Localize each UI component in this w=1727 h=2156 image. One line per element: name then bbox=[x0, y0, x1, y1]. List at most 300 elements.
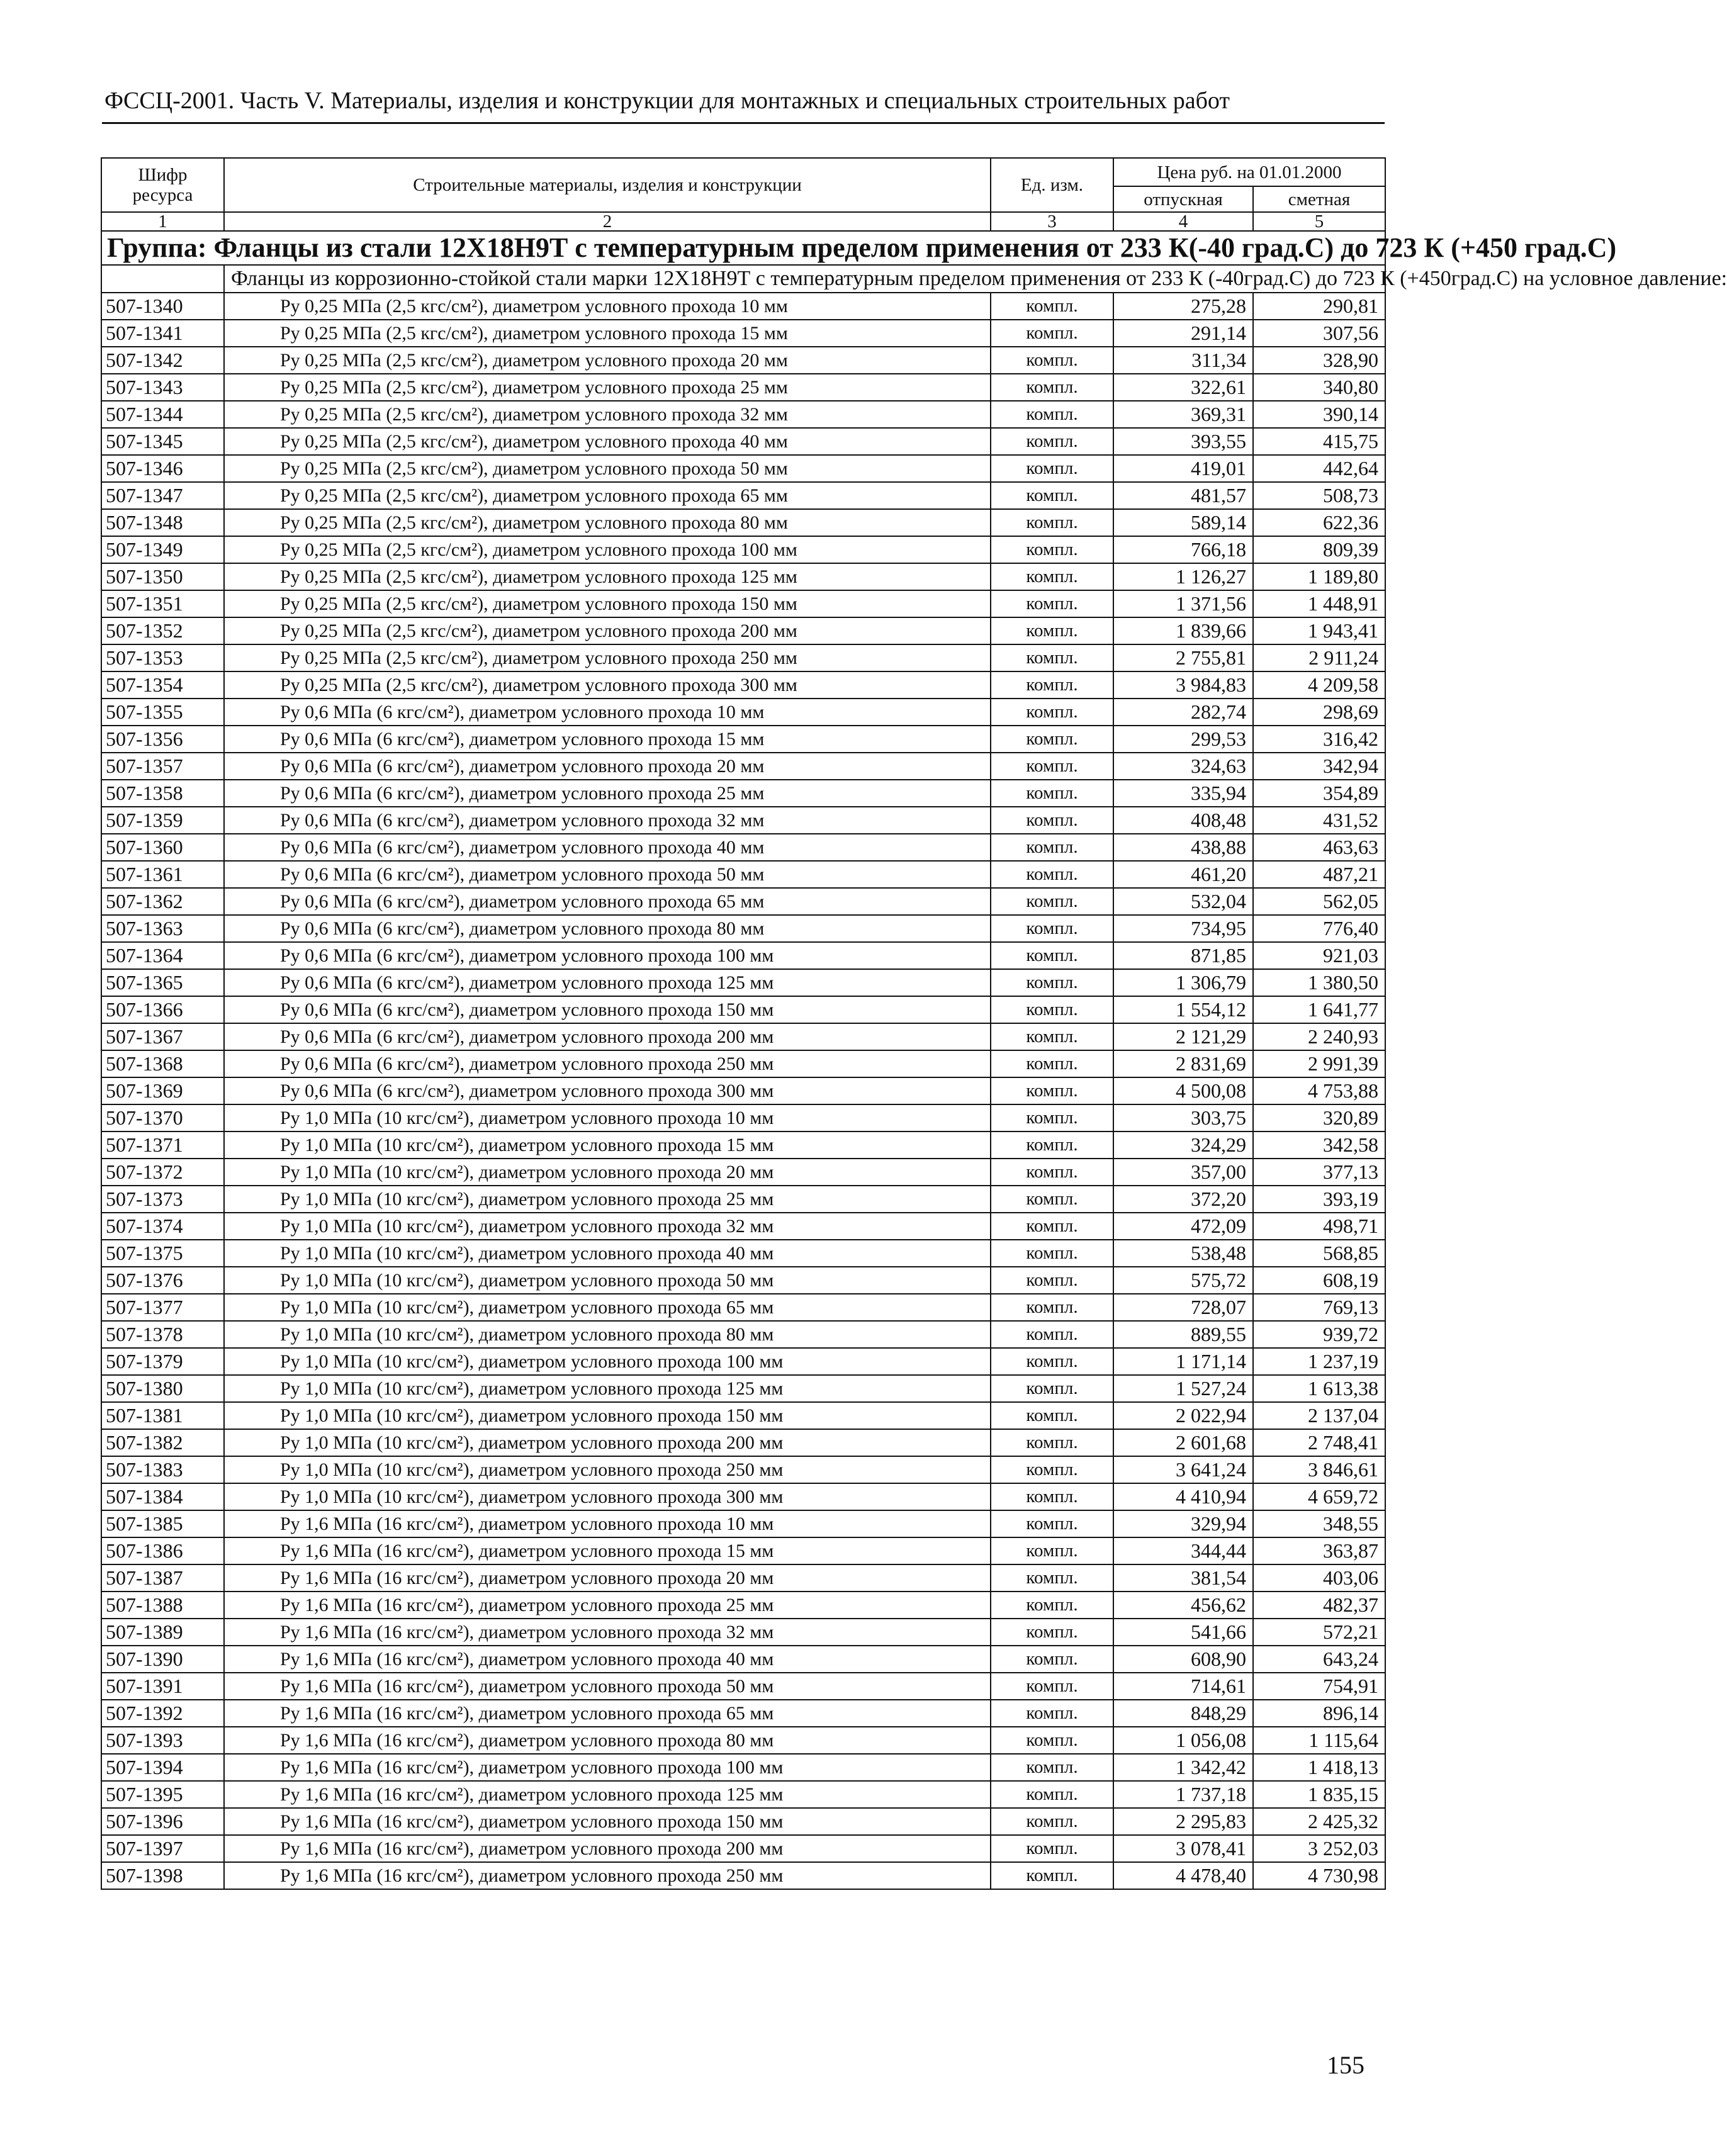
unit-cell: компл. bbox=[991, 1240, 1113, 1267]
estimate-price-cell: 463,63 bbox=[1253, 834, 1385, 861]
estimate-price-cell: 769,13 bbox=[1253, 1294, 1385, 1321]
col-number: 5 bbox=[1253, 212, 1385, 231]
material-name-cell: Ру 0,25 МПа (2,5 кгс/см²), диаметром условного прохода 200 мм bbox=[224, 617, 991, 644]
release-price-cell: 848,29 bbox=[1113, 1700, 1253, 1727]
estimate-price-cell: 1 835,15 bbox=[1253, 1781, 1385, 1808]
table-row bbox=[101, 915, 1385, 942]
unit-cell: компл. bbox=[991, 482, 1113, 509]
material-name-cell: Ру 0,25 МПа (2,5 кгс/см²), диаметром условного прохода 125 мм bbox=[224, 563, 991, 590]
resource-code-cell: 507-1382 bbox=[101, 1429, 224, 1456]
estimate-price-cell: 2 911,24 bbox=[1253, 644, 1385, 671]
table-row bbox=[101, 1700, 1385, 1727]
table-row bbox=[101, 617, 1385, 644]
estimate-price-cell: 622,36 bbox=[1253, 509, 1385, 536]
release-price-cell: 1 371,56 bbox=[1113, 590, 1253, 617]
resource-code-cell: 507-1393 bbox=[101, 1727, 224, 1754]
resource-code-cell: 507-1383 bbox=[101, 1456, 224, 1483]
resource-code-cell: 507-1372 bbox=[101, 1159, 224, 1186]
estimate-price-cell: 2 991,39 bbox=[1253, 1050, 1385, 1077]
estimate-price-cell: 415,75 bbox=[1253, 428, 1385, 455]
resource-code-cell: 507-1376 bbox=[101, 1267, 224, 1294]
release-price-cell: 324,63 bbox=[1113, 753, 1253, 780]
table-row bbox=[101, 1186, 1385, 1213]
estimate-price-cell: 316,42 bbox=[1253, 726, 1385, 753]
unit-cell: компл. bbox=[991, 834, 1113, 861]
material-name-cell: Ру 0,6 МПа (6 кгс/см²), диаметром условного прохода 32 мм bbox=[224, 807, 991, 834]
material-name-cell: Ру 1,0 МПа (10 кгс/см²), диаметром условного прохода 250 мм bbox=[224, 1456, 991, 1483]
release-price-cell: 2 121,29 bbox=[1113, 1023, 1253, 1050]
unit-cell: компл. bbox=[991, 1808, 1113, 1835]
table-row bbox=[101, 861, 1385, 888]
material-name-cell: Ру 0,25 МПа (2,5 кгс/см²), диаметром условного прохода 20 мм bbox=[224, 347, 991, 374]
resource-code-cell: 507-1361 bbox=[101, 861, 224, 888]
estimate-price-cell: 4 730,98 bbox=[1253, 1862, 1385, 1889]
release-price-cell: 381,54 bbox=[1113, 1564, 1253, 1592]
resource-code-cell: 507-1378 bbox=[101, 1321, 224, 1348]
resource-code-cell: 507-1373 bbox=[101, 1186, 224, 1213]
resource-code-cell: 507-1381 bbox=[101, 1402, 224, 1429]
unit-cell: компл. bbox=[991, 1537, 1113, 1564]
resource-code-cell: 507-1348 bbox=[101, 509, 224, 536]
table-row bbox=[101, 1050, 1385, 1077]
release-price-cell: 575,72 bbox=[1113, 1267, 1253, 1294]
resource-code-cell: 507-1387 bbox=[101, 1564, 224, 1592]
material-name-cell: Ру 1,0 МПа (10 кгс/см²), диаметром условного прохода 32 мм bbox=[224, 1213, 991, 1240]
unit-cell: компл. bbox=[991, 1023, 1113, 1050]
release-price-cell: 369,31 bbox=[1113, 401, 1253, 428]
estimate-price-cell: 298,69 bbox=[1253, 699, 1385, 726]
table-row bbox=[101, 1754, 1385, 1781]
table-row bbox=[101, 1808, 1385, 1835]
material-name-cell: Ру 1,6 МПа (16 кгс/см²), диаметром условного прохода 20 мм bbox=[224, 1564, 991, 1592]
table-row bbox=[101, 1267, 1385, 1294]
table-row bbox=[101, 996, 1385, 1023]
resource-code-cell: 507-1363 bbox=[101, 915, 224, 942]
table-row bbox=[101, 1537, 1385, 1564]
resource-code-cell: 507-1347 bbox=[101, 482, 224, 509]
table-row bbox=[101, 1673, 1385, 1700]
unit-cell: компл. bbox=[991, 861, 1113, 888]
estimate-price-cell: 643,24 bbox=[1253, 1646, 1385, 1673]
unit-cell: компл. bbox=[991, 888, 1113, 915]
subgroup-code-cell bbox=[101, 265, 224, 293]
resource-code-cell: 507-1355 bbox=[101, 699, 224, 726]
release-price-cell: 538,48 bbox=[1113, 1240, 1253, 1267]
unit-cell: компл. bbox=[991, 780, 1113, 807]
estimate-price-cell: 3 846,61 bbox=[1253, 1456, 1385, 1483]
table-row bbox=[101, 293, 1385, 320]
unit-cell: компл. bbox=[991, 1862, 1113, 1889]
table-row bbox=[101, 1294, 1385, 1321]
material-name-cell: Ру 0,25 МПа (2,5 кгс/см²), диаметром условного прохода 40 мм bbox=[224, 428, 991, 455]
table-row bbox=[101, 942, 1385, 969]
release-price-cell: 324,29 bbox=[1113, 1131, 1253, 1159]
release-price-cell: 889,55 bbox=[1113, 1321, 1253, 1348]
material-name-cell: Ру 1,0 МПа (10 кгс/см²), диаметром условного прохода 150 мм bbox=[224, 1402, 991, 1429]
release-price-cell: 734,95 bbox=[1113, 915, 1253, 942]
estimate-price-cell: 508,73 bbox=[1253, 482, 1385, 509]
release-price-cell: 303,75 bbox=[1113, 1104, 1253, 1131]
resource-code-cell: 507-1370 bbox=[101, 1104, 224, 1131]
release-price-cell: 2 295,83 bbox=[1113, 1808, 1253, 1835]
col-number: 4 bbox=[1113, 212, 1253, 231]
release-price-cell: 291,14 bbox=[1113, 320, 1253, 347]
estimate-price-cell: 608,19 bbox=[1253, 1267, 1385, 1294]
estimate-price-cell: 340,80 bbox=[1253, 374, 1385, 401]
resource-code-cell: 507-1352 bbox=[101, 617, 224, 644]
resource-code-cell: 507-1395 bbox=[101, 1781, 224, 1808]
material-name-cell: Ру 1,6 МПа (16 кгс/см²), диаметром условного прохода 250 мм bbox=[224, 1862, 991, 1889]
resource-code-cell: 507-1345 bbox=[101, 428, 224, 455]
unit-cell: компл. bbox=[991, 807, 1113, 834]
release-price-cell: 1 056,08 bbox=[1113, 1727, 1253, 1754]
release-price-cell: 2 831,69 bbox=[1113, 1050, 1253, 1077]
resource-code-cell: 507-1371 bbox=[101, 1131, 224, 1159]
table-row bbox=[101, 320, 1385, 347]
resource-code-cell: 507-1357 bbox=[101, 753, 224, 780]
table-row bbox=[101, 1781, 1385, 1808]
release-price-cell: 1 342,42 bbox=[1113, 1754, 1253, 1781]
release-price-cell: 714,61 bbox=[1113, 1673, 1253, 1700]
material-name-cell: Ру 0,6 МПа (6 кгс/см²), диаметром условного прохода 300 мм bbox=[224, 1077, 991, 1104]
table-row bbox=[101, 1646, 1385, 1673]
release-price-cell: 3 078,41 bbox=[1113, 1835, 1253, 1862]
unit-cell: компл. bbox=[991, 1835, 1113, 1862]
col-number: 1 bbox=[101, 212, 224, 231]
table-row bbox=[101, 1131, 1385, 1159]
material-name-cell: Ру 1,6 МПа (16 кгс/см²), диаметром условного прохода 32 мм bbox=[224, 1619, 991, 1646]
table-row bbox=[101, 1375, 1385, 1402]
unit-cell: компл. bbox=[991, 536, 1113, 563]
resource-code-cell: 507-1384 bbox=[101, 1483, 224, 1510]
estimate-price-cell: 572,21 bbox=[1253, 1619, 1385, 1646]
release-price-cell: 3 641,24 bbox=[1113, 1456, 1253, 1483]
table-row bbox=[101, 780, 1385, 807]
unit-cell: компл. bbox=[991, 1727, 1113, 1754]
estimate-price-cell: 442,64 bbox=[1253, 455, 1385, 482]
estimate-price-cell: 390,14 bbox=[1253, 401, 1385, 428]
unit-cell: компл. bbox=[991, 1321, 1113, 1348]
material-name-cell: Ру 1,0 МПа (10 кгс/см²), диаметром условного прохода 125 мм bbox=[224, 1375, 991, 1402]
estimate-price-cell: 1 380,50 bbox=[1253, 969, 1385, 996]
material-name-cell: Ру 1,0 МПа (10 кгс/см²), диаметром условного прохода 40 мм bbox=[224, 1240, 991, 1267]
release-price-cell: 1 737,18 bbox=[1113, 1781, 1253, 1808]
material-name-cell: Ру 1,0 МПа (10 кгс/см²), диаметром условного прохода 80 мм bbox=[224, 1321, 991, 1348]
release-price-cell: 456,62 bbox=[1113, 1592, 1253, 1619]
unit-cell: компл. bbox=[991, 644, 1113, 671]
material-name-cell: Ру 0,6 МПа (6 кгс/см²), диаметром условного прохода 25 мм bbox=[224, 780, 991, 807]
release-price-cell: 438,88 bbox=[1113, 834, 1253, 861]
resource-code-cell: 507-1364 bbox=[101, 942, 224, 969]
unit-cell: компл. bbox=[991, 1402, 1113, 1429]
material-name-cell: Ру 0,25 МПа (2,5 кгс/см²), диаметром условного прохода 50 мм bbox=[224, 455, 991, 482]
release-price-cell: 419,01 bbox=[1113, 455, 1253, 482]
table-row bbox=[101, 807, 1385, 834]
table-row bbox=[101, 671, 1385, 699]
unit-cell: компл. bbox=[991, 1429, 1113, 1456]
estimate-price-cell: 290,81 bbox=[1253, 293, 1385, 320]
resource-code-cell: 507-1342 bbox=[101, 347, 224, 374]
release-price-cell: 1 554,12 bbox=[1113, 996, 1253, 1023]
estimate-price-cell: 776,40 bbox=[1253, 915, 1385, 942]
material-name-cell: Ру 0,25 МПа (2,5 кгс/см²), диаметром условного прохода 250 мм bbox=[224, 644, 991, 671]
unit-cell: компл. bbox=[991, 1267, 1113, 1294]
resource-code-cell: 507-1344 bbox=[101, 401, 224, 428]
page-header-title: ФССЦ-2001. Часть V. Материалы, изделия и конструкции для монтажных и специальных строительных работ bbox=[104, 87, 1230, 114]
estimate-price-cell: 1 641,77 bbox=[1253, 996, 1385, 1023]
unit-cell: компл. bbox=[991, 563, 1113, 590]
material-name-cell: Ру 0,6 МПа (6 кгс/см²), диаметром условного прохода 15 мм bbox=[224, 726, 991, 753]
unit-cell: компл. bbox=[991, 1186, 1113, 1213]
table-row bbox=[101, 401, 1385, 428]
table-row bbox=[101, 455, 1385, 482]
unit-cell: компл. bbox=[991, 1213, 1113, 1240]
estimate-price-cell: 1 237,19 bbox=[1253, 1348, 1385, 1375]
unit-cell: компл. bbox=[991, 726, 1113, 753]
resource-code-cell: 507-1359 bbox=[101, 807, 224, 834]
estimate-price-cell: 1 115,64 bbox=[1253, 1727, 1385, 1754]
group-title: Группа: Фланцы из стали 12Х18Н9Т с температурным пределом применения от 233 К(-40 град.С) до 723 К (+450 град.С) bbox=[101, 231, 1385, 265]
material-name-cell: Ру 1,0 МПа (10 кгс/см²), диаметром условного прохода 200 мм bbox=[224, 1429, 991, 1456]
table-row bbox=[101, 726, 1385, 753]
estimate-price-cell: 1 189,80 bbox=[1253, 563, 1385, 590]
resource-code-cell: 507-1354 bbox=[101, 671, 224, 699]
material-name-cell: Ру 1,0 МПа (10 кгс/см²), диаметром условного прохода 65 мм bbox=[224, 1294, 991, 1321]
material-name-cell: Ру 0,6 МПа (6 кгс/см²), диаметром условного прохода 10 мм bbox=[224, 699, 991, 726]
release-price-cell: 2 601,68 bbox=[1113, 1429, 1253, 1456]
col-header-release-price: отпускная bbox=[1113, 186, 1253, 212]
estimate-price-cell: 2 137,04 bbox=[1253, 1402, 1385, 1429]
resource-code-cell: 507-1343 bbox=[101, 374, 224, 401]
estimate-price-cell: 498,71 bbox=[1253, 1213, 1385, 1240]
material-name-cell: Ру 0,6 МПа (6 кгс/см²), диаметром условного прохода 200 мм bbox=[224, 1023, 991, 1050]
unit-cell: компл. bbox=[991, 1483, 1113, 1510]
col-number: 3 bbox=[991, 212, 1113, 231]
estimate-price-cell: 562,05 bbox=[1253, 888, 1385, 915]
release-price-cell: 1 527,24 bbox=[1113, 1375, 1253, 1402]
col-header-estimate-price: сметная bbox=[1253, 186, 1385, 212]
estimate-price-cell: 1 613,38 bbox=[1253, 1375, 1385, 1402]
material-name-cell: Ру 1,0 МПа (10 кгс/см²), диаметром условного прохода 50 мм bbox=[224, 1267, 991, 1294]
resource-code-cell: 507-1358 bbox=[101, 780, 224, 807]
table-row bbox=[101, 509, 1385, 536]
material-name-cell: Ру 1,6 МПа (16 кгс/см²), диаметром условного прохода 40 мм bbox=[224, 1646, 991, 1673]
release-price-cell: 1 306,79 bbox=[1113, 969, 1253, 996]
resource-code-cell: 507-1396 bbox=[101, 1808, 224, 1835]
material-name-cell: Ру 0,6 МПа (6 кгс/см²), диаметром условного прохода 80 мм bbox=[224, 915, 991, 942]
material-name-cell: Ру 1,6 МПа (16 кгс/см²), диаметром условного прохода 150 мм bbox=[224, 1808, 991, 1835]
resource-code-cell: 507-1397 bbox=[101, 1835, 224, 1862]
resource-code-cell: 507-1391 bbox=[101, 1673, 224, 1700]
resource-code-cell: 507-1362 bbox=[101, 888, 224, 915]
material-name-cell: Ру 1,6 МПа (16 кгс/см²), диаметром условного прохода 125 мм bbox=[224, 1781, 991, 1808]
unit-cell: компл. bbox=[991, 1754, 1113, 1781]
material-name-cell: Ру 0,25 МПа (2,5 кгс/см²), диаметром условного прохода 300 мм bbox=[224, 671, 991, 699]
release-price-cell: 1 126,27 bbox=[1113, 563, 1253, 590]
col-number: 2 bbox=[224, 212, 991, 231]
material-name-cell: Ру 1,6 МПа (16 кгс/см²), диаметром условного прохода 65 мм bbox=[224, 1700, 991, 1727]
material-name-cell: Ру 1,0 МПа (10 кгс/см²), диаметром условного прохода 100 мм bbox=[224, 1348, 991, 1375]
unit-cell: компл. bbox=[991, 428, 1113, 455]
estimate-price-cell: 431,52 bbox=[1253, 807, 1385, 834]
estimate-price-cell: 403,06 bbox=[1253, 1564, 1385, 1592]
release-price-cell: 2 755,81 bbox=[1113, 644, 1253, 671]
material-name-cell: Ру 0,25 МПа (2,5 кгс/см²), диаметром условного прохода 80 мм bbox=[224, 509, 991, 536]
material-name-cell: Ру 0,25 МПа (2,5 кгс/см²), диаметром условного прохода 25 мм bbox=[224, 374, 991, 401]
table-row bbox=[101, 1213, 1385, 1240]
estimate-price-cell: 1 418,13 bbox=[1253, 1754, 1385, 1781]
unit-cell: компл. bbox=[991, 293, 1113, 320]
release-price-cell: 728,07 bbox=[1113, 1294, 1253, 1321]
estimate-price-cell: 1 943,41 bbox=[1253, 617, 1385, 644]
resource-code-cell: 507-1346 bbox=[101, 455, 224, 482]
unit-cell: компл. bbox=[991, 617, 1113, 644]
release-price-cell: 481,57 bbox=[1113, 482, 1253, 509]
table-row bbox=[101, 753, 1385, 780]
resource-code-cell: 507-1392 bbox=[101, 1700, 224, 1727]
release-price-cell: 461,20 bbox=[1113, 861, 1253, 888]
unit-cell: компл. bbox=[991, 1564, 1113, 1592]
material-name-cell: Ру 0,6 МПа (6 кгс/см²), диаметром условного прохода 50 мм bbox=[224, 861, 991, 888]
material-name-cell: Ру 0,6 МПа (6 кгс/см²), диаметром условного прохода 250 мм bbox=[224, 1050, 991, 1077]
release-price-cell: 299,53 bbox=[1113, 726, 1253, 753]
page-number: 155 bbox=[1327, 2051, 1364, 2079]
table-row bbox=[101, 482, 1385, 509]
estimate-price-cell: 348,55 bbox=[1253, 1510, 1385, 1537]
resource-code-cell: 507-1375 bbox=[101, 1240, 224, 1267]
resource-code-cell: 507-1369 bbox=[101, 1077, 224, 1104]
unit-cell: компл. bbox=[991, 1131, 1113, 1159]
unit-cell: компл. bbox=[991, 1294, 1113, 1321]
table-row bbox=[101, 1240, 1385, 1267]
table-row bbox=[101, 1483, 1385, 1510]
table-row bbox=[101, 347, 1385, 374]
release-price-cell: 1 171,14 bbox=[1113, 1348, 1253, 1375]
estimate-price-cell: 2 748,41 bbox=[1253, 1429, 1385, 1456]
estimate-price-cell: 4 209,58 bbox=[1253, 671, 1385, 699]
estimate-price-cell: 482,37 bbox=[1253, 1592, 1385, 1619]
estimate-price-cell: 393,19 bbox=[1253, 1186, 1385, 1213]
material-name-cell: Ру 1,6 МПа (16 кгс/см²), диаметром условного прохода 200 мм bbox=[224, 1835, 991, 1862]
resource-code-cell: 507-1385 bbox=[101, 1510, 224, 1537]
unit-cell: компл. bbox=[991, 699, 1113, 726]
resource-code-cell: 507-1390 bbox=[101, 1646, 224, 1673]
estimate-price-cell: 896,14 bbox=[1253, 1700, 1385, 1727]
material-name-cell: Ру 0,6 МПа (6 кгс/см²), диаметром условного прохода 100 мм bbox=[224, 942, 991, 969]
table-row bbox=[101, 1862, 1385, 1889]
unit-cell: компл. bbox=[991, 455, 1113, 482]
unit-cell: компл. bbox=[991, 915, 1113, 942]
table-row bbox=[101, 888, 1385, 915]
material-name-cell: Ру 0,6 МПа (6 кгс/см²), диаметром условного прохода 125 мм bbox=[224, 969, 991, 996]
estimate-price-cell: 487,21 bbox=[1253, 861, 1385, 888]
table-row bbox=[101, 1104, 1385, 1131]
resource-code-cell: 507-1367 bbox=[101, 1023, 224, 1050]
resource-code-cell: 507-1374 bbox=[101, 1213, 224, 1240]
material-name-cell: Ру 0,25 МПа (2,5 кгс/см²), диаметром условного прохода 15 мм bbox=[224, 320, 991, 347]
release-price-cell: 608,90 bbox=[1113, 1646, 1253, 1673]
col-header-name: Строительные материалы, изделия и конструкции bbox=[224, 158, 991, 212]
release-price-cell: 3 984,83 bbox=[1113, 671, 1253, 699]
header-rule bbox=[102, 122, 1385, 124]
material-name-cell: Ру 0,25 МПа (2,5 кгс/см²), диаметром условного прохода 100 мм bbox=[224, 536, 991, 563]
table-row bbox=[101, 1835, 1385, 1862]
release-price-cell: 472,09 bbox=[1113, 1213, 1253, 1240]
unit-cell: компл. bbox=[991, 1050, 1113, 1077]
resource-code-cell: 507-1379 bbox=[101, 1348, 224, 1375]
table-row bbox=[101, 1402, 1385, 1429]
release-price-cell: 1 839,66 bbox=[1113, 617, 1253, 644]
resource-code-cell: 507-1341 bbox=[101, 320, 224, 347]
release-price-cell: 357,00 bbox=[1113, 1159, 1253, 1186]
table-row bbox=[101, 1564, 1385, 1592]
table-row bbox=[101, 590, 1385, 617]
release-price-cell: 311,34 bbox=[1113, 347, 1253, 374]
resource-code-cell: 507-1398 bbox=[101, 1862, 224, 1889]
material-name-cell: Ру 1,6 МПа (16 кгс/см²), диаметром условного прохода 50 мм bbox=[224, 1673, 991, 1700]
estimate-price-cell: 342,58 bbox=[1253, 1131, 1385, 1159]
release-price-cell: 589,14 bbox=[1113, 509, 1253, 536]
unit-cell: компл. bbox=[991, 1646, 1113, 1673]
resource-code-cell: 507-1380 bbox=[101, 1375, 224, 1402]
material-name-cell: Ру 1,6 МПа (16 кгс/см²), диаметром условного прохода 80 мм bbox=[224, 1727, 991, 1754]
resource-code-cell: 507-1366 bbox=[101, 996, 224, 1023]
estimate-price-cell: 328,90 bbox=[1253, 347, 1385, 374]
col-header-code: Шифр ресурса bbox=[101, 158, 224, 212]
unit-cell: компл. bbox=[991, 401, 1113, 428]
unit-cell: компл. bbox=[991, 1700, 1113, 1727]
estimate-price-cell: 377,13 bbox=[1253, 1159, 1385, 1186]
estimate-price-cell: 2 240,93 bbox=[1253, 1023, 1385, 1050]
material-name-cell: Ру 1,6 МПа (16 кгс/см²), диаметром условного прохода 10 мм bbox=[224, 1510, 991, 1537]
unit-cell: компл. bbox=[991, 671, 1113, 699]
unit-cell: компл. bbox=[991, 1104, 1113, 1131]
release-price-cell: 4 500,08 bbox=[1113, 1077, 1253, 1104]
unit-cell: компл. bbox=[991, 1159, 1113, 1186]
unit-cell: компл. bbox=[991, 942, 1113, 969]
table-row bbox=[101, 1456, 1385, 1483]
release-price-cell: 2 022,94 bbox=[1113, 1402, 1253, 1429]
release-price-cell: 532,04 bbox=[1113, 888, 1253, 915]
table-row bbox=[101, 1727, 1385, 1754]
resource-code-cell: 507-1365 bbox=[101, 969, 224, 996]
table-row bbox=[101, 1077, 1385, 1104]
resource-code-cell: 507-1349 bbox=[101, 536, 224, 563]
table-row bbox=[101, 1510, 1385, 1537]
release-price-cell: 322,61 bbox=[1113, 374, 1253, 401]
table-row bbox=[101, 563, 1385, 590]
estimate-price-cell: 363,87 bbox=[1253, 1537, 1385, 1564]
resource-code-cell: 507-1340 bbox=[101, 293, 224, 320]
material-name-cell: Ру 1,6 МПа (16 кгс/см²), диаметром условного прохода 25 мм bbox=[224, 1592, 991, 1619]
unit-cell: компл. bbox=[991, 1456, 1113, 1483]
material-name-cell: Ру 1,6 МПа (16 кгс/см²), диаметром условного прохода 15 мм bbox=[224, 1537, 991, 1564]
resource-code-cell: 507-1377 bbox=[101, 1294, 224, 1321]
resource-code-cell: 507-1368 bbox=[101, 1050, 224, 1077]
unit-cell: компл. bbox=[991, 1510, 1113, 1537]
table-row bbox=[101, 1159, 1385, 1186]
material-name-cell: Ру 0,6 МПа (6 кгс/см²), диаметром условного прохода 150 мм bbox=[224, 996, 991, 1023]
estimate-price-cell: 4 659,72 bbox=[1253, 1483, 1385, 1510]
unit-cell: компл. bbox=[991, 1673, 1113, 1700]
material-name-cell: Ру 0,6 МПа (6 кгс/см²), диаметром условного прохода 20 мм bbox=[224, 753, 991, 780]
material-name-cell: Ру 0,25 МПа (2,5 кгс/см²), диаметром условного прохода 32 мм bbox=[224, 401, 991, 428]
subgroup-description: Фланцы из коррозионно-стойкой стали марки 12Х18Н9Т с температурным пределом применения от 233 К (-40град.С) до 723 К (+450град.С) на условное давление: bbox=[224, 265, 1385, 293]
unit-cell: компл. bbox=[991, 320, 1113, 347]
unit-cell: компл. bbox=[991, 996, 1113, 1023]
estimate-price-cell: 2 425,32 bbox=[1253, 1808, 1385, 1835]
material-name-cell: Ру 0,25 МПа (2,5 кгс/см²), диаметром условного прохода 150 мм bbox=[224, 590, 991, 617]
